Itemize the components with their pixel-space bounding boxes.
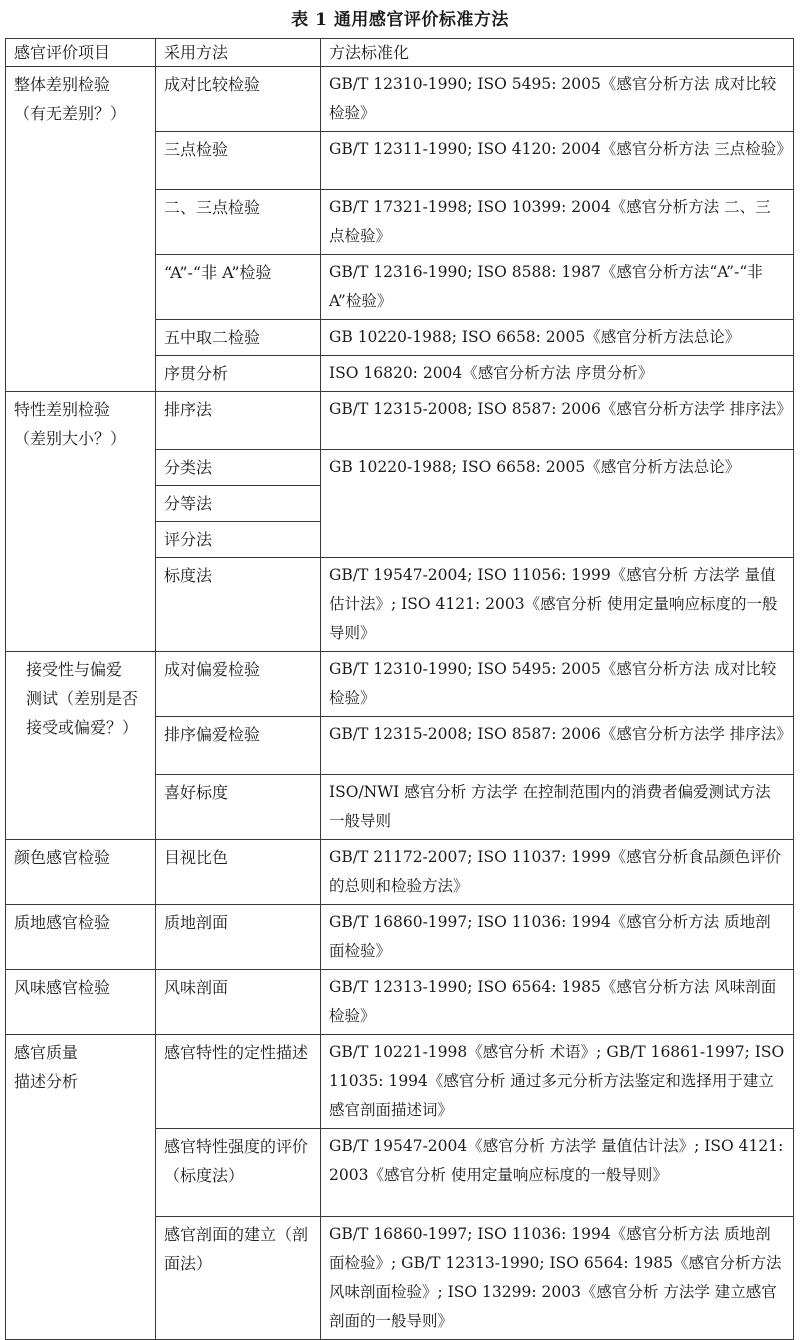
method-cell: 成对偏爱检验 [156,652,321,717]
standard-cell: GB/T 12316-1990; ISO 8588: 1987《感官分析方法“A”-“非 A”检验》 [321,255,794,320]
table-row [6,1035,794,1129]
method-cell: 标度法 [156,558,321,652]
standard-cell: GB 10220-1988; ISO 6658: 2005《感官分析方法总论》 [321,450,794,558]
category-line: 质地感官检验 [14,913,111,932]
standard-cell: ISO 16820: 2004《感官分析方法 序贯分析》 [321,356,794,392]
method-cell: 感官剖面的建立（剖面法） [156,1217,321,1340]
header-standard: 方法标准化 [321,39,794,67]
table-row [6,652,794,717]
standard-cell: GB/T 12310-1990; ISO 5495: 2005《感官分析方法 成对比较检验》 [321,67,794,132]
category-line: 颜色感官检验 [14,848,111,867]
method-cell: 三点检验 [156,132,321,190]
method-cell: 分等法 [156,486,321,522]
category-line: 感官质量 [14,1043,79,1062]
method-cell: 分类法 [156,450,321,486]
category-cell [6,970,156,1035]
category-cell [6,1035,156,1340]
standard-cell: GB/T 21172-2007; ISO 11037: 1999《感官分析食品颜色评价的总则和检验方法》 [321,840,794,905]
table-row [6,970,794,1035]
category-cell [6,392,156,652]
method-cell: 风味剖面 [156,970,321,1035]
category-cell [6,840,156,905]
standard-cell: GB/T 12310-1990; ISO 5495: 2005《感官分析方法 成对比较检验》 [321,652,794,717]
category-line: 接受或偏爱？） [26,718,139,737]
method-cell: 喜好标度 [156,775,321,840]
standard-cell: GB 10220-1988; ISO 6658: 2005《感官分析方法总论》 [321,320,794,356]
category-cell [6,67,156,392]
standard-cell: GB/T 16860-1997; ISO 11036: 1994《感官分析方法 质地剖面检验》 [321,905,794,970]
table-caption: 表 1 通用感官评价标准方法 [291,10,509,30]
standard-cell: GB/T 10221-1998《感官分析 术语》; GB/T 16861-1997; ISO 11035: 1994《感官分析 通过多元分析方法鉴定和选择用于建立感官剖面描述词》 [321,1035,794,1129]
standard-cell: GB/T 19547-2004《感官分析 方法学 量值估计法》; ISO 4121: 2003《感官分析 使用定量响应标度的一般导则》 [321,1129,794,1217]
standard-cell: GB/T 17321-1998; ISO 10399: 2004《感官分析方法 二、三点检验》 [321,190,794,255]
category-cell [6,905,156,970]
table-row [6,392,794,450]
table-row [6,905,794,970]
standard-cell: GB/T 12315-2008; ISO 8587: 2006《感官分析方法学 排序法》 [321,392,794,450]
method-cell: 排序偏爱检验 [156,717,321,775]
header-method: 采用方法 [156,39,321,67]
method-cell: “A”-“非 A”检验 [156,255,321,320]
header-category: 感官评价项目 [6,39,156,67]
method-cell: 评分法 [156,522,321,558]
standard-cell: ISO/NWI 感官分析 方法学 在控制范围内的消费者偏爱测试方法一般导则 [321,775,794,840]
category-line: 描述分析 [14,1072,79,1091]
category-line: 特性差别检验 [14,400,111,419]
table-row [6,840,794,905]
table-row [6,67,794,132]
standard-cell: GB/T 16860-1997; ISO 11036: 1994《感官分析方法 质地剖面检验》; GB/T 12313-1990; ISO 6564: 1985《感官分析方法 风味剖面检验》; ISO 13299: 2003《感官分析 方法学 建立感官剖面的一般导则》 [321,1217,794,1340]
standard-cell: GB/T 12311-1990; ISO 4120: 2004《感官分析方法 三点检验》 [321,132,794,190]
category-line: 接受性与偏爱 [26,660,123,679]
category-line: （差别大小？） [14,429,127,448]
category-cell [6,652,156,840]
method-cell: 排序法 [156,392,321,450]
method-cell: 目视比色 [156,840,321,905]
method-cell: 序贯分析 [156,356,321,392]
method-cell: 质地剖面 [156,905,321,970]
method-cell: 二、三点检验 [156,190,321,255]
category-line: 整体差别检验 [14,75,111,94]
header-row [6,39,794,67]
method-cell: 感官特性的定性描述 [156,1035,321,1129]
standard-cell: GB/T 12315-2008; ISO 8587: 2006《感官分析方法学 排序法》 [321,717,794,775]
category-line: 风味感官检验 [14,978,111,997]
category-line: 测试（差别是否 [26,689,139,708]
category-line: （有无差别？） [14,104,127,123]
standard-cell: GB/T 12313-1990; ISO 6564: 1985《感官分析方法 风味剖面检验》 [321,970,794,1035]
method-cell: 成对比较检验 [156,67,321,132]
method-cell: 五中取二检验 [156,320,321,356]
method-cell: 感官特性强度的评价（标度法） [156,1129,321,1217]
sensory-standards-table [5,38,794,1340]
standard-cell: GB/T 19547-2004; ISO 11056: 1999《感官分析 方法学 量值估计法》; ISO 4121: 2003《感官分析 使用定量响应标度的一般导则》 [321,558,794,652]
